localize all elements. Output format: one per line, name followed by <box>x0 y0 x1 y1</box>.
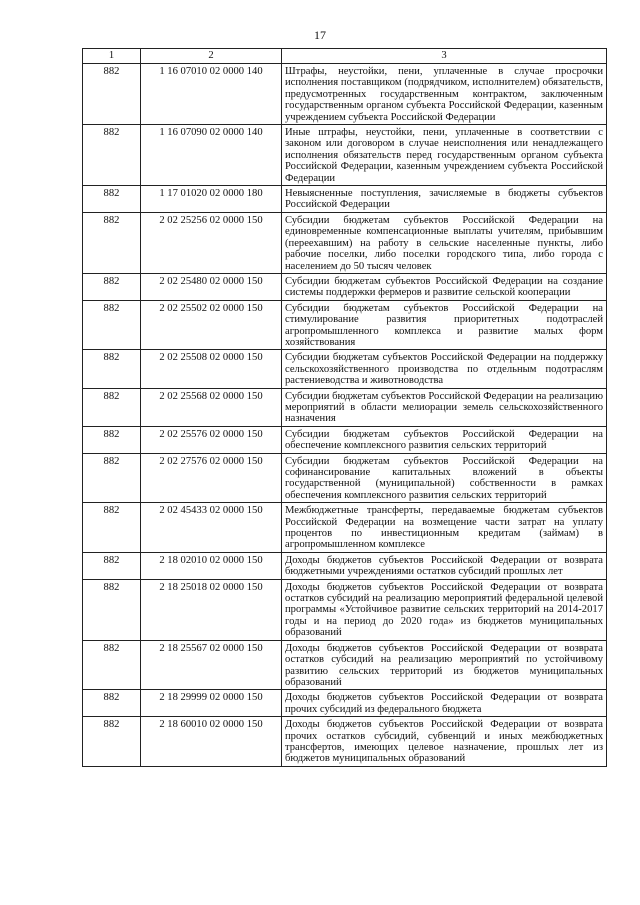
revenue-code-cell: 1 16 07090 02 0000 140 <box>141 125 282 186</box>
table-row <box>83 453 607 503</box>
revenue-code-cell: 2 02 25576 02 0000 150 <box>141 426 282 453</box>
revenue-code-cell: 2 18 29999 02 0000 150 <box>141 690 282 717</box>
description-cell: Субсидии бюджетам субъектов Российской Федерации на поддержку сельскохозяйственного производства по отдельным подотраслям растениеводства и животноводства <box>282 350 607 388</box>
admin-code-cell: 882 <box>83 212 141 273</box>
description-cell: Доходы бюджетов субъектов Российской Федерации от возврата прочих остатков субсидий, субвенций и иных межбюджетных трансфертов, имеющих целевое назначение, прошлых лет из бюджетов муниципальных образований <box>282 717 607 767</box>
admin-code-cell: 882 <box>83 300 141 350</box>
admin-code-cell: 882 <box>83 125 141 186</box>
admin-code-cell: 882 <box>83 503 141 553</box>
revenue-code-cell: 2 02 25480 02 0000 150 <box>141 273 282 300</box>
table-row <box>83 388 607 426</box>
admin-code-cell: 882 <box>83 350 141 388</box>
admin-code-cell: 882 <box>83 388 141 426</box>
column-header-1: 1 <box>83 49 141 64</box>
table-row <box>83 273 607 300</box>
revenue-code-cell: 1 17 01020 02 0000 180 <box>141 186 282 213</box>
revenue-code-cell: 2 18 60010 02 0000 150 <box>141 717 282 767</box>
description-cell: Доходы бюджетов субъектов Российской Федерации от возврата прочих субсидий из федерального бюджета <box>282 690 607 717</box>
description-cell: Доходы бюджетов субъектов Российской Федерации от возврата остатков субсидий на реализацию мероприятий федеральной целевой программы «Устойчивое развитие сельских территорий на 2014-2017 годы и на период до 2020 года» из бюджетов муниципальных образований <box>282 579 607 640</box>
table-row <box>83 212 607 273</box>
column-header-3: 3 <box>282 49 607 64</box>
table-row <box>83 186 607 213</box>
page-number: 17 <box>314 28 326 42</box>
admin-code-cell: 882 <box>83 579 141 640</box>
description-cell: Межбюджетные трансферты, передаваемые бюджетам субъектов Российской Федерации на возмещение части затрат на уплату процентов по инвестиционным кредитам (займам) в агропромышленном комплексе <box>282 503 607 553</box>
description-cell: Доходы бюджетов субъектов Российской Федерации от возврата бюджетными учреждениями остатков субсидий прошлых лет <box>282 552 607 579</box>
admin-code-cell: 882 <box>83 273 141 300</box>
revenue-code-cell: 2 02 25502 02 0000 150 <box>141 300 282 350</box>
table-row <box>83 552 607 579</box>
revenue-code-cell: 2 02 25256 02 0000 150 <box>141 212 282 273</box>
revenue-code-cell: 2 02 25508 02 0000 150 <box>141 350 282 388</box>
admin-code-cell: 882 <box>83 690 141 717</box>
description-cell: Штрафы, неустойки, пени, уплаченные в случае просрочки исполнения поставщиком (подрядчиком, исполнителем) обязательств, предусмотренных государственным контрактом, заключенным государственным органом субъекта Российской Федерации, казенным учреждением субъекта Российской Федерации <box>282 64 607 125</box>
admin-code-cell: 882 <box>83 552 141 579</box>
revenue-code-cell: 2 02 45433 02 0000 150 <box>141 503 282 553</box>
admin-code-cell: 882 <box>83 64 141 125</box>
table-row <box>83 503 607 553</box>
table-row <box>83 640 607 690</box>
revenue-code-cell: 2 18 25018 02 0000 150 <box>141 579 282 640</box>
admin-code-cell: 882 <box>83 640 141 690</box>
table-row <box>83 300 607 350</box>
table-row <box>83 579 607 640</box>
description-cell: Субсидии бюджетам субъектов Российской Федерации на единовременные компенсационные выплаты учителям, прибывшим (переехавшим) на работу в сельские населенные пункты, либо рабочие поселки, либо поселки городского типа, либо города с населением до 50 тысяч человек <box>282 212 607 273</box>
revenue-codes-table <box>82 48 607 767</box>
admin-code-cell: 882 <box>83 453 141 503</box>
header-row <box>83 49 607 64</box>
admin-code-cell: 882 <box>83 426 141 453</box>
description-cell: Субсидии бюджетам субъектов Российской Федерации на обеспечение комплексного развития сельских территорий <box>282 426 607 453</box>
admin-code-cell: 882 <box>83 717 141 767</box>
table-row <box>83 64 607 125</box>
table-row <box>83 690 607 717</box>
table-row <box>83 717 607 767</box>
column-header-2: 2 <box>141 49 282 64</box>
revenue-code-cell: 2 02 25568 02 0000 150 <box>141 388 282 426</box>
description-cell: Субсидии бюджетам субъектов Российской Федерации на софинансирование капитальных вложений в объекты государственной (муниципальной) собственности в рамках обеспечения комплексного развития сельских территорий <box>282 453 607 503</box>
revenue-code-cell: 2 02 27576 02 0000 150 <box>141 453 282 503</box>
description-cell: Иные штрафы, неустойки, пени, уплаченные в соответствии с законом или договором в случае неисполнения или ненадлежащего исполнения обязательств перед государственным органом субъекта Российской Федерации, казенным учреждением субъекта Российской Федерации <box>282 125 607 186</box>
table-row <box>83 125 607 186</box>
description-cell: Субсидии бюджетам субъектов Российской Федерации на стимулирование развития приоритетных подотраслей агропромышленного комплекса и развитие малых форм хозяйствования <box>282 300 607 350</box>
description-cell: Субсидии бюджетам субъектов Российской Федерации на реализацию мероприятий в области мелиорации земель сельскохозяйственного назначения <box>282 388 607 426</box>
table-row <box>83 350 607 388</box>
revenue-code-cell: 1 16 07010 02 0000 140 <box>141 64 282 125</box>
table-row <box>83 426 607 453</box>
description-cell: Доходы бюджетов субъектов Российской Федерации от возврата остатков субсидий на реализацию мероприятий по устойчивому развитию сельских территорий из бюджетов муниципальных образований <box>282 640 607 690</box>
admin-code-cell: 882 <box>83 186 141 213</box>
description-cell: Субсидии бюджетам субъектов Российской Федерации на создание системы поддержки фермеров и развитие сельской кооперации <box>282 273 607 300</box>
revenue-code-cell: 2 18 25567 02 0000 150 <box>141 640 282 690</box>
revenue-code-cell: 2 18 02010 02 0000 150 <box>141 552 282 579</box>
description-cell: Невыясненные поступления, зачисляемые в бюджеты субъектов Российской Федерации <box>282 186 607 213</box>
